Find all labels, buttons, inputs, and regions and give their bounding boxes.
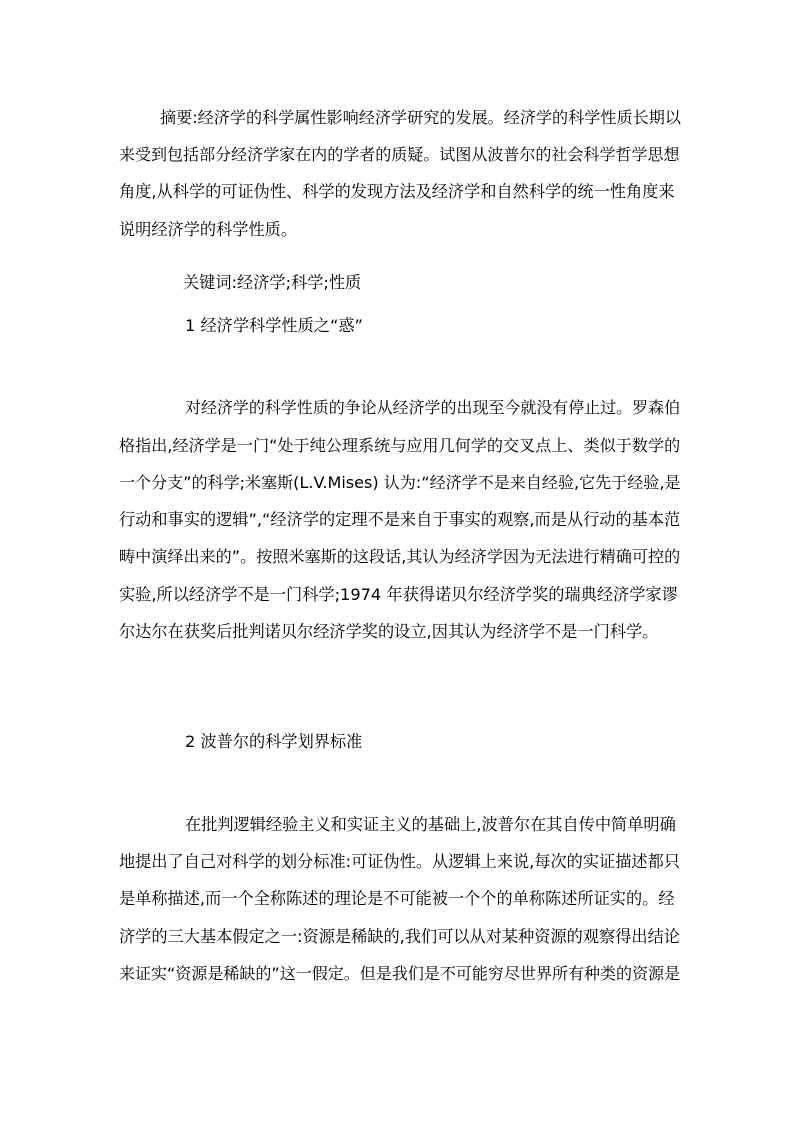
section2-line-5: 来证实“资源是稀缺的”这一假定。但是我们是不可能穷尽世界所有种类的资源是 bbox=[119, 964, 681, 983]
section1-line-3: 一个分支”的科学;米塞斯(L.V.Mises) 认为:“经济学不是来自经验,它先于经验,是 bbox=[119, 473, 681, 492]
abstract-line-4: 说明经济学的科学性质。 bbox=[119, 220, 298, 239]
section1-line-4: 行动和事实的逻辑”,“经济学的定理不是来自于事实的观察,而是从行动的基本范 bbox=[119, 510, 681, 529]
section1-line-2: 格指出,经济学是一门“处于纯公理系统与应用几何学的交叉点上、类似于数学的 bbox=[119, 436, 681, 455]
keywords: 关键词:经济学;科学;性质 bbox=[183, 273, 362, 292]
section-heading-2: 2 波普尔的科学划界标准 bbox=[185, 732, 363, 751]
section1-line-6: 实验,所以经济学不是一门科学;1974 年获得诺贝尔经济学奖的瑞典经济学家谬 bbox=[119, 585, 678, 604]
abstract-line-3: 角度,从科学的可证伪性、科学的发现方法及经济学和自然科学的统一性角度来 bbox=[119, 182, 675, 201]
section2-line-1: 在批判逻辑经验主义和实证主义的基础上,波普尔在其自传中简单明确 bbox=[185, 815, 676, 834]
section2-line-2: 地提出了自己对科学的划分标准:可证伪性。从逻辑上来说,每次的实证描述都只 bbox=[119, 852, 680, 871]
section1-line-7: 尔达尔在获奖后批判诺贝尔经济学奖的设立,因其认为经济学不是一门科学。 bbox=[119, 622, 659, 641]
section2-line-3: 是单称描述,而一个全称陈述的理论是不可能被一个个的单称陈述所证实的。经 bbox=[119, 889, 675, 908]
section1-line-5: 畴中演绎出来的”。按照米塞斯的这段话,其认为经济学因为无法进行精确可控的 bbox=[119, 547, 681, 566]
section-heading-1: 1 经济学科学性质之“惑” bbox=[185, 316, 363, 335]
section1-line-1: 对经济学的科学性质的争论从经济学的出现至今就没有停止过。罗森伯 bbox=[185, 398, 681, 417]
abstract-line-1: 摘要:经济学的科学属性影响经济学研究的发展。经济学的科学性质长期以 bbox=[160, 108, 681, 127]
abstract-line-2: 来受到包括部分经济学家在内的学者的质疑。试图从波普尔的社会科学哲学思想 bbox=[119, 145, 680, 164]
section2-line-4: 济学的三大基本假定之一:资源是稀缺的,我们可以从对某种资源的观察得出结论 bbox=[119, 927, 680, 946]
